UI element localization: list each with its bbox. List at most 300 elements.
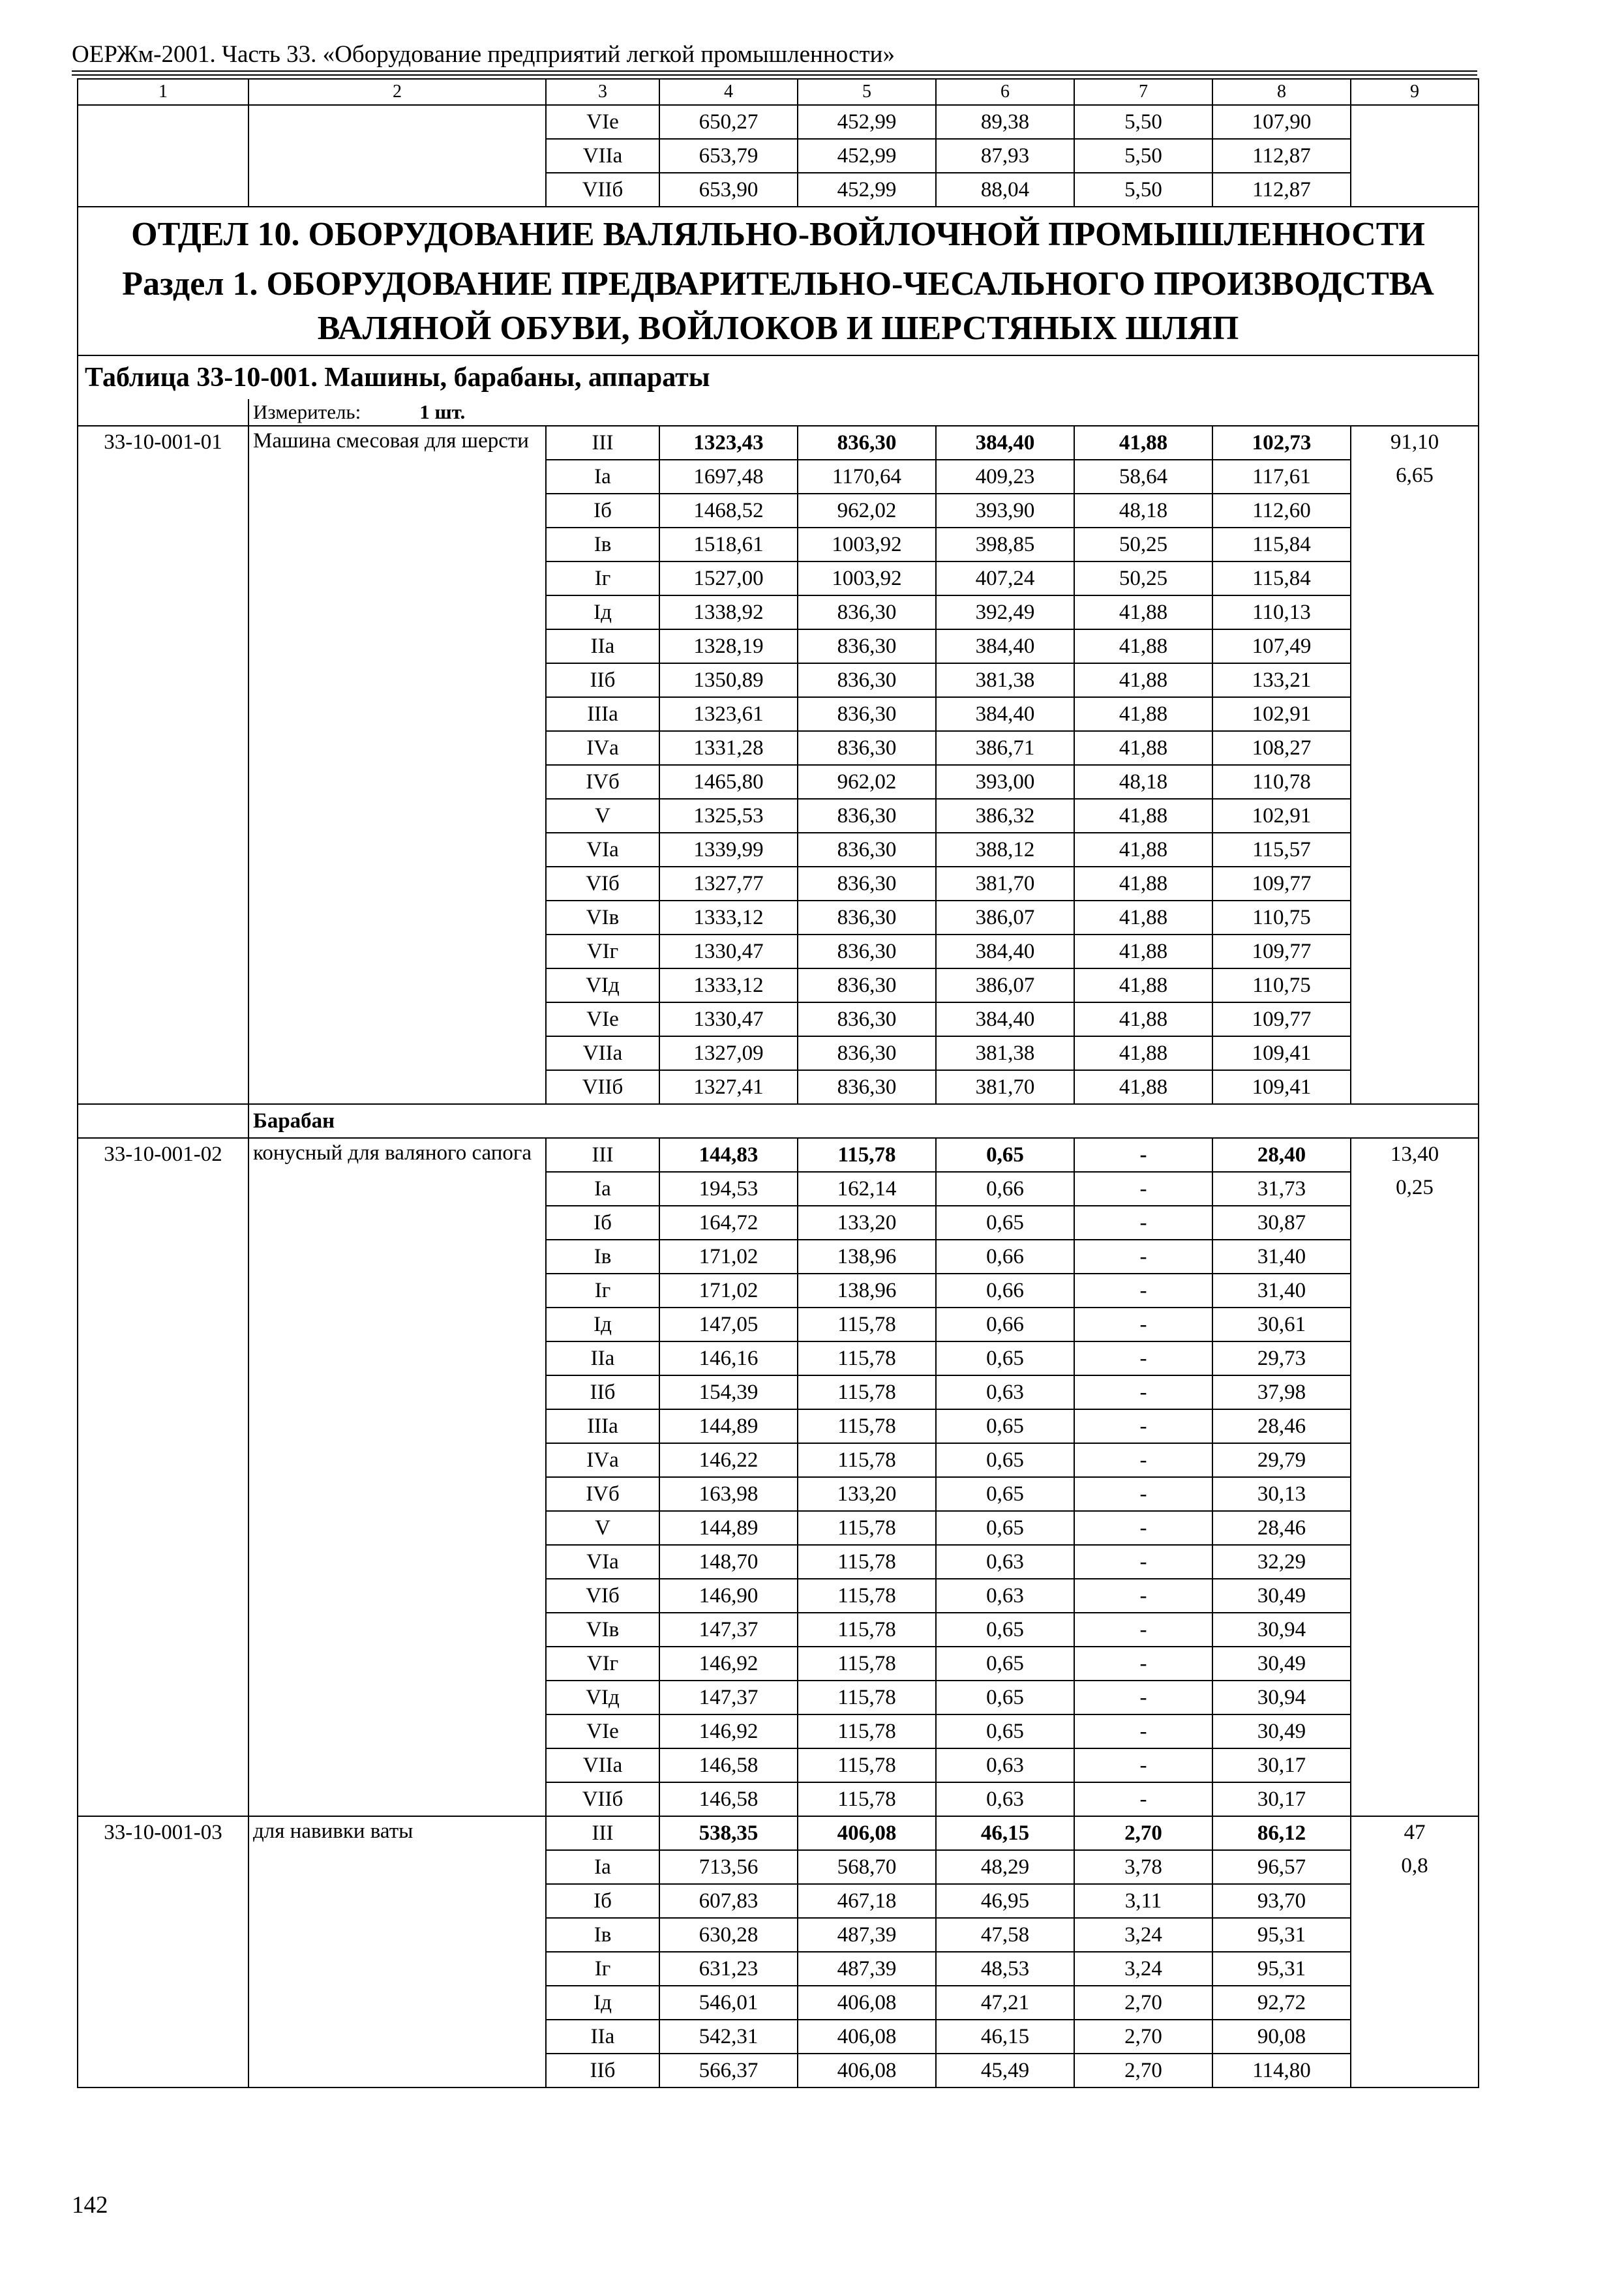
value-cell: 1339,99 <box>659 833 798 867</box>
value-cell: 452,99 <box>798 105 936 139</box>
col9-cell <box>1351 1748 1479 1782</box>
item-name: конусный для валяного сапога <box>248 1138 546 1816</box>
value-cell: 1325,53 <box>659 799 798 833</box>
group-cell: VIIб <box>546 1070 659 1104</box>
value-cell: 566,37 <box>659 2054 798 2087</box>
value-cell: 114,80 <box>1212 2054 1351 2087</box>
col9-cell <box>1351 765 1479 799</box>
group-cell: IVб <box>546 765 659 799</box>
value-cell: 41,88 <box>1074 1002 1212 1036</box>
value-cell: - <box>1074 1308 1212 1341</box>
col9-cell <box>1351 731 1479 765</box>
group-cell: V <box>546 799 659 833</box>
col9-cell <box>1351 1308 1479 1341</box>
value-cell: 1527,00 <box>659 561 798 595</box>
group-cell: VIв <box>546 1613 659 1647</box>
col9-cell <box>1351 1206 1479 1240</box>
value-cell: - <box>1074 1748 1212 1782</box>
value-cell: 393,00 <box>936 765 1074 799</box>
value-cell: 1323,43 <box>659 426 798 460</box>
carry-row <box>78 105 1479 139</box>
value-cell: 1003,92 <box>798 561 936 595</box>
item-code: 33-10-001-01 <box>78 426 248 1104</box>
group-cell: Iа <box>546 460 659 494</box>
col9-cell <box>1351 1986 1479 2020</box>
value-cell: 146,92 <box>659 1714 798 1748</box>
group-cell: IIIа <box>546 1409 659 1443</box>
table-row <box>78 1138 1479 1172</box>
col9-cell <box>1351 901 1479 935</box>
value-cell: 28,40 <box>1212 1138 1351 1172</box>
value-cell: 631,23 <box>659 1952 798 1986</box>
value-cell: 607,83 <box>659 1884 798 1918</box>
value-cell: - <box>1074 1647 1212 1681</box>
value-cell: 630,28 <box>659 1918 798 1952</box>
value-cell: 2,70 <box>1074 2020 1212 2054</box>
group-cell: Iб <box>546 1206 659 1240</box>
value-cell: 88,04 <box>936 173 1074 207</box>
group-cell: IIб <box>546 663 659 697</box>
value-cell: 50,25 <box>1074 528 1212 561</box>
value-cell: 1465,80 <box>659 765 798 799</box>
value-cell: 48,29 <box>936 1850 1074 1884</box>
value-cell: 109,41 <box>1212 1070 1351 1104</box>
col9-cell <box>1351 1274 1479 1308</box>
value-cell: 46,15 <box>936 2020 1074 2054</box>
col9-cell <box>1351 561 1479 595</box>
value-cell: 146,90 <box>659 1579 798 1613</box>
value-cell: 538,35 <box>659 1816 798 1850</box>
value-cell: 138,96 <box>798 1274 936 1308</box>
value-cell: 487,39 <box>798 1952 936 1986</box>
value-cell: 109,77 <box>1212 1002 1351 1036</box>
value-cell: 30,49 <box>1212 1714 1351 1748</box>
value-cell: 58,64 <box>1074 460 1212 494</box>
value-cell: 110,75 <box>1212 901 1351 935</box>
value-cell: 0,65 <box>936 1681 1074 1714</box>
group-cell: VIе <box>546 1002 659 1036</box>
group-cell: IVб <box>546 1477 659 1511</box>
item-name: для навивки ваты <box>248 1816 546 2087</box>
col9-cell <box>1351 1918 1479 1952</box>
value-cell: 115,78 <box>798 1647 936 1681</box>
value-cell: 406,08 <box>798 1986 936 2020</box>
group-cell: IIа <box>546 629 659 663</box>
value-cell: 0,65 <box>936 1511 1074 1545</box>
value-cell: 107,49 <box>1212 629 1351 663</box>
measure-label: Измеритель: <box>253 400 361 423</box>
carry-row <box>78 139 1479 173</box>
value-cell: 115,78 <box>798 1308 936 1341</box>
value-cell: 836,30 <box>798 901 936 935</box>
col9-cell <box>1351 968 1479 1002</box>
col9-cell <box>1351 1613 1479 1647</box>
value-cell: 30,49 <box>1212 1579 1351 1613</box>
value-cell: 115,84 <box>1212 528 1351 561</box>
value-cell: 0,65 <box>936 1647 1074 1681</box>
value-cell: 115,78 <box>798 1375 936 1409</box>
value-cell: 1350,89 <box>659 663 798 697</box>
value-cell: 162,14 <box>798 1172 936 1206</box>
column-number: 2 <box>248 79 546 105</box>
value-cell: 30,49 <box>1212 1647 1351 1681</box>
col9-cell <box>1351 935 1479 968</box>
value-cell: 1330,47 <box>659 1002 798 1036</box>
value-cell: 112,87 <box>1212 139 1351 173</box>
value-cell: 0,65 <box>936 1613 1074 1647</box>
value-cell: 487,39 <box>798 1918 936 1952</box>
value-cell: 3,78 <box>1074 1850 1212 1884</box>
value-cell: 115,57 <box>1212 833 1351 867</box>
column-number: 3 <box>546 79 659 105</box>
value-cell: - <box>1074 1579 1212 1613</box>
page-header-title: ОЕРЖм-2001. Часть 33. «Оборудование предприятий легкой промышленности» <box>72 41 895 68</box>
value-cell: 115,78 <box>798 1714 936 1748</box>
value-cell: 409,23 <box>936 460 1074 494</box>
value-cell: 112,60 <box>1212 494 1351 528</box>
value-cell: 1323,61 <box>659 697 798 731</box>
group-label: Барабан <box>248 1104 1479 1138</box>
page-number: 142 <box>72 2192 108 2219</box>
value-cell: 5,50 <box>1074 105 1212 139</box>
value-cell: - <box>1074 1545 1212 1579</box>
value-cell: 962,02 <box>798 765 936 799</box>
group-cell: VIд <box>546 968 659 1002</box>
column-number: 1 <box>78 79 248 105</box>
group-cell: VIIа <box>546 1748 659 1782</box>
group-cell: VIд <box>546 1681 659 1714</box>
item-code: 33-10-001-02 <box>78 1138 248 1816</box>
value-cell: 41,88 <box>1074 1070 1212 1104</box>
value-cell: 836,30 <box>798 799 936 833</box>
group-cell: V <box>546 1511 659 1545</box>
value-cell: 30,17 <box>1212 1782 1351 1816</box>
value-cell: 384,40 <box>936 697 1074 731</box>
measure-unit: 1 шт. <box>419 400 466 423</box>
col9-cell <box>1351 139 1479 173</box>
value-cell: 147,05 <box>659 1308 798 1341</box>
value-cell: 1327,09 <box>659 1036 798 1070</box>
value-cell: 92,72 <box>1212 1986 1351 2020</box>
code-cell <box>78 139 248 173</box>
value-cell: 0,65 <box>936 1341 1074 1375</box>
col9-cell <box>1351 1002 1479 1036</box>
value-cell: 41,88 <box>1074 426 1212 460</box>
value-cell: 115,78 <box>798 1138 936 1172</box>
value-cell: 28,46 <box>1212 1409 1351 1443</box>
value-cell: 1468,52 <box>659 494 798 528</box>
value-cell: 107,90 <box>1212 105 1351 139</box>
value-cell: 115,78 <box>798 1409 936 1443</box>
header-rule <box>72 70 1477 72</box>
value-cell: 653,90 <box>659 173 798 207</box>
value-cell: 384,40 <box>936 1002 1074 1036</box>
value-cell: 1330,47 <box>659 935 798 968</box>
value-cell: 1327,41 <box>659 1070 798 1104</box>
value-cell: 381,38 <box>936 663 1074 697</box>
value-cell: 115,84 <box>1212 561 1351 595</box>
value-cell: 41,88 <box>1074 968 1212 1002</box>
group-cell: Iд <box>546 1986 659 2020</box>
value-cell: 0,65 <box>936 1443 1074 1477</box>
value-cell: 41,88 <box>1074 901 1212 935</box>
column-number: 5 <box>798 79 936 105</box>
value-cell: 0,65 <box>936 1477 1074 1511</box>
value-cell: 110,78 <box>1212 765 1351 799</box>
value-cell: 41,88 <box>1074 629 1212 663</box>
group-cell: Iг <box>546 1952 659 1986</box>
price-table <box>77 78 1479 2088</box>
value-cell: 115,78 <box>798 1681 936 1714</box>
measure-blank <box>78 399 248 426</box>
value-cell: 171,02 <box>659 1240 798 1274</box>
group-cell: VIг <box>546 935 659 968</box>
column-number: 8 <box>1212 79 1351 105</box>
value-cell: 467,18 <box>798 1884 936 1918</box>
value-cell: 0,65 <box>936 1138 1074 1172</box>
group-cell: IIIа <box>546 697 659 731</box>
value-cell: - <box>1074 1138 1212 1172</box>
value-cell: 32,29 <box>1212 1545 1351 1579</box>
group-cell: VIIб <box>546 173 659 207</box>
value-cell: - <box>1074 1172 1212 1206</box>
col9-cell <box>1351 2020 1479 2054</box>
value-cell: 836,30 <box>798 1070 936 1104</box>
value-cell: 386,71 <box>936 731 1074 765</box>
col9-cell <box>1351 833 1479 867</box>
value-cell: 31,40 <box>1212 1240 1351 1274</box>
value-cell: 93,70 <box>1212 1884 1351 1918</box>
group-cell: IVа <box>546 731 659 765</box>
value-cell: 2,70 <box>1074 1816 1212 1850</box>
value-cell: 568,70 <box>798 1850 936 1884</box>
group-cell: Iв <box>546 1918 659 1952</box>
value-cell: 41,88 <box>1074 935 1212 968</box>
col9-cell: 91,10 <box>1351 426 1479 460</box>
value-cell: 50,25 <box>1074 561 1212 595</box>
value-cell: 37,98 <box>1212 1375 1351 1409</box>
value-cell: 1333,12 <box>659 901 798 935</box>
group-cell: VIг <box>546 1647 659 1681</box>
group-cell: Iд <box>546 1308 659 1341</box>
value-cell: 146,16 <box>659 1341 798 1375</box>
value-cell: 836,30 <box>798 731 936 765</box>
value-cell: 962,02 <box>798 494 936 528</box>
value-cell: 393,90 <box>936 494 1074 528</box>
value-cell: 163,98 <box>659 1477 798 1511</box>
value-cell: - <box>1074 1206 1212 1240</box>
carry-row <box>78 173 1479 207</box>
col9-cell <box>1351 1714 1479 1748</box>
value-cell: 146,92 <box>659 1647 798 1681</box>
group-cell: Iд <box>546 595 659 629</box>
value-cell: 146,58 <box>659 1748 798 1782</box>
col9-cell: 6,65 <box>1351 460 1479 494</box>
value-cell: 836,30 <box>798 867 936 901</box>
value-cell: 45,49 <box>936 2054 1074 2087</box>
col9-cell <box>1351 494 1479 528</box>
value-cell: 164,72 <box>659 1206 798 1240</box>
column-number-row <box>78 79 1479 105</box>
group-cell: VIа <box>546 1545 659 1579</box>
value-cell: - <box>1074 1714 1212 1748</box>
table-title: Таблица 33-10-001. Машины, барабаны, аппараты <box>78 355 1479 399</box>
value-cell: 102,91 <box>1212 697 1351 731</box>
value-cell: 86,12 <box>1212 1816 1351 1850</box>
value-cell: 386,07 <box>936 901 1074 935</box>
value-cell: 546,01 <box>659 1986 798 2020</box>
value-cell: - <box>1074 1782 1212 1816</box>
value-cell: 2,70 <box>1074 2054 1212 2087</box>
value-cell: 147,37 <box>659 1681 798 1714</box>
value-cell: 3,24 <box>1074 1918 1212 1952</box>
table-row <box>78 1816 1479 1850</box>
group-cell: Iв <box>546 1240 659 1274</box>
name-cell <box>248 139 546 173</box>
value-cell: 30,13 <box>1212 1477 1351 1511</box>
value-cell: 1328,19 <box>659 629 798 663</box>
value-cell: 133,20 <box>798 1477 936 1511</box>
group-cell: VIIб <box>546 1782 659 1816</box>
column-number: 6 <box>936 79 1074 105</box>
value-cell: 108,27 <box>1212 731 1351 765</box>
value-cell: - <box>1074 1477 1212 1511</box>
col9-cell: 13,40 <box>1351 1138 1479 1172</box>
value-cell: 0,63 <box>936 1782 1074 1816</box>
col9-cell <box>1351 1443 1479 1477</box>
group-cell: Iв <box>546 528 659 561</box>
group-cell: IIа <box>546 1341 659 1375</box>
col9-cell <box>1351 2054 1479 2087</box>
group-blank <box>78 1104 248 1138</box>
group-cell: III <box>546 1138 659 1172</box>
value-cell: 144,89 <box>659 1409 798 1443</box>
value-cell: 452,99 <box>798 139 936 173</box>
value-cell: 406,08 <box>798 2020 936 2054</box>
value-cell: 0,65 <box>936 1409 1074 1443</box>
value-cell: 1697,48 <box>659 460 798 494</box>
col9-cell <box>1351 173 1479 207</box>
value-cell: 392,49 <box>936 595 1074 629</box>
value-cell: 48,18 <box>1074 765 1212 799</box>
value-cell: 146,22 <box>659 1443 798 1477</box>
group-cell: VIа <box>546 833 659 867</box>
value-cell: 110,13 <box>1212 595 1351 629</box>
value-cell: 29,73 <box>1212 1341 1351 1375</box>
col9-cell <box>1351 1579 1479 1613</box>
col9-cell <box>1351 1647 1479 1681</box>
value-cell: 194,53 <box>659 1172 798 1206</box>
col9-cell <box>1351 595 1479 629</box>
group-cell: III <box>546 1816 659 1850</box>
value-cell: 89,38 <box>936 105 1074 139</box>
column-number: 7 <box>1074 79 1212 105</box>
value-cell: 133,21 <box>1212 663 1351 697</box>
value-cell: 836,30 <box>798 663 936 697</box>
group-cell: VIб <box>546 867 659 901</box>
value-cell: 0,65 <box>936 1714 1074 1748</box>
value-cell: 5,50 <box>1074 139 1212 173</box>
value-cell: 1331,28 <box>659 731 798 765</box>
value-cell: 0,63 <box>936 1375 1074 1409</box>
value-cell: 115,78 <box>798 1545 936 1579</box>
table-title-row <box>78 355 1479 399</box>
col9-cell <box>1351 528 1479 561</box>
value-cell: 138,96 <box>798 1240 936 1274</box>
department-title: ОТДЕЛ 10. ОБОРУДОВАНИЕ ВАЛЯЛЬНО-ВОЙЛОЧНОЙ ПРОМЫШЛЕННОСТИ <box>78 207 1479 262</box>
group-cell: VIв <box>546 901 659 935</box>
value-cell: 407,24 <box>936 561 1074 595</box>
value-cell: 146,58 <box>659 1782 798 1816</box>
value-cell: 406,08 <box>798 1816 936 1850</box>
group-cell: IVа <box>546 1443 659 1477</box>
value-cell: 41,88 <box>1074 1036 1212 1070</box>
value-cell: 115,78 <box>798 1748 936 1782</box>
value-cell: 112,87 <box>1212 173 1351 207</box>
group-cell: VIIа <box>546 1036 659 1070</box>
table-row <box>78 426 1479 460</box>
value-cell: 542,31 <box>659 2020 798 2054</box>
value-cell: 46,95 <box>936 1884 1074 1918</box>
col9-cell <box>1351 697 1479 731</box>
value-cell: 0,66 <box>936 1172 1074 1206</box>
value-cell: 29,79 <box>1212 1443 1351 1477</box>
value-cell: 653,79 <box>659 139 798 173</box>
value-cell: 115,78 <box>798 1782 936 1816</box>
value-cell: 171,02 <box>659 1274 798 1308</box>
value-cell: 90,08 <box>1212 2020 1351 2054</box>
value-cell: 381,38 <box>936 1036 1074 1070</box>
col9-cell <box>1351 1409 1479 1443</box>
section-title: Раздел 1. ОБОРУДОВАНИЕ ПРЕДВАРИТЕЛЬНО-ЧЕСАЛЬНОГО ПРОИЗВОДСТВА ВАЛЯНОЙ ОБУВИ, ВОЙЛОКОВ И ШЕРСТЯНЫХ ШЛЯП <box>78 262 1479 355</box>
group-cell: Iг <box>546 561 659 595</box>
value-cell: 115,78 <box>798 1579 936 1613</box>
group-cell: Iг <box>546 1274 659 1308</box>
value-cell: 381,70 <box>936 1070 1074 1104</box>
value-cell: 386,07 <box>936 968 1074 1002</box>
col9-cell <box>1351 629 1479 663</box>
measure-row <box>78 399 1479 426</box>
group-cell: Iа <box>546 1172 659 1206</box>
value-cell: 1333,12 <box>659 968 798 1002</box>
value-cell: 836,30 <box>798 968 936 1002</box>
value-cell: 0,66 <box>936 1274 1074 1308</box>
value-cell: 115,78 <box>798 1511 936 1545</box>
group-cell: Iб <box>546 1884 659 1918</box>
col9-cell <box>1351 1884 1479 1918</box>
value-cell: 102,91 <box>1212 799 1351 833</box>
value-cell: - <box>1074 1240 1212 1274</box>
value-cell: 30,87 <box>1212 1206 1351 1240</box>
group-row <box>78 1104 1479 1138</box>
value-cell: 110,75 <box>1212 968 1351 1002</box>
value-cell: 30,17 <box>1212 1748 1351 1782</box>
group-cell: Iб <box>546 494 659 528</box>
value-cell: 452,99 <box>798 173 936 207</box>
value-cell: 96,57 <box>1212 1850 1351 1884</box>
item-name: Машина смесовая для шерсти <box>248 426 546 1104</box>
value-cell: 1338,92 <box>659 595 798 629</box>
group-cell: VIе <box>546 105 659 139</box>
value-cell: 1518,61 <box>659 528 798 561</box>
name-cell <box>248 173 546 207</box>
value-cell: 836,30 <box>798 629 936 663</box>
value-cell: 109,77 <box>1212 867 1351 901</box>
value-cell: - <box>1074 1409 1212 1443</box>
group-cell: VIб <box>546 1579 659 1613</box>
value-cell: 115,78 <box>798 1613 936 1647</box>
group-cell: Iа <box>546 1850 659 1884</box>
